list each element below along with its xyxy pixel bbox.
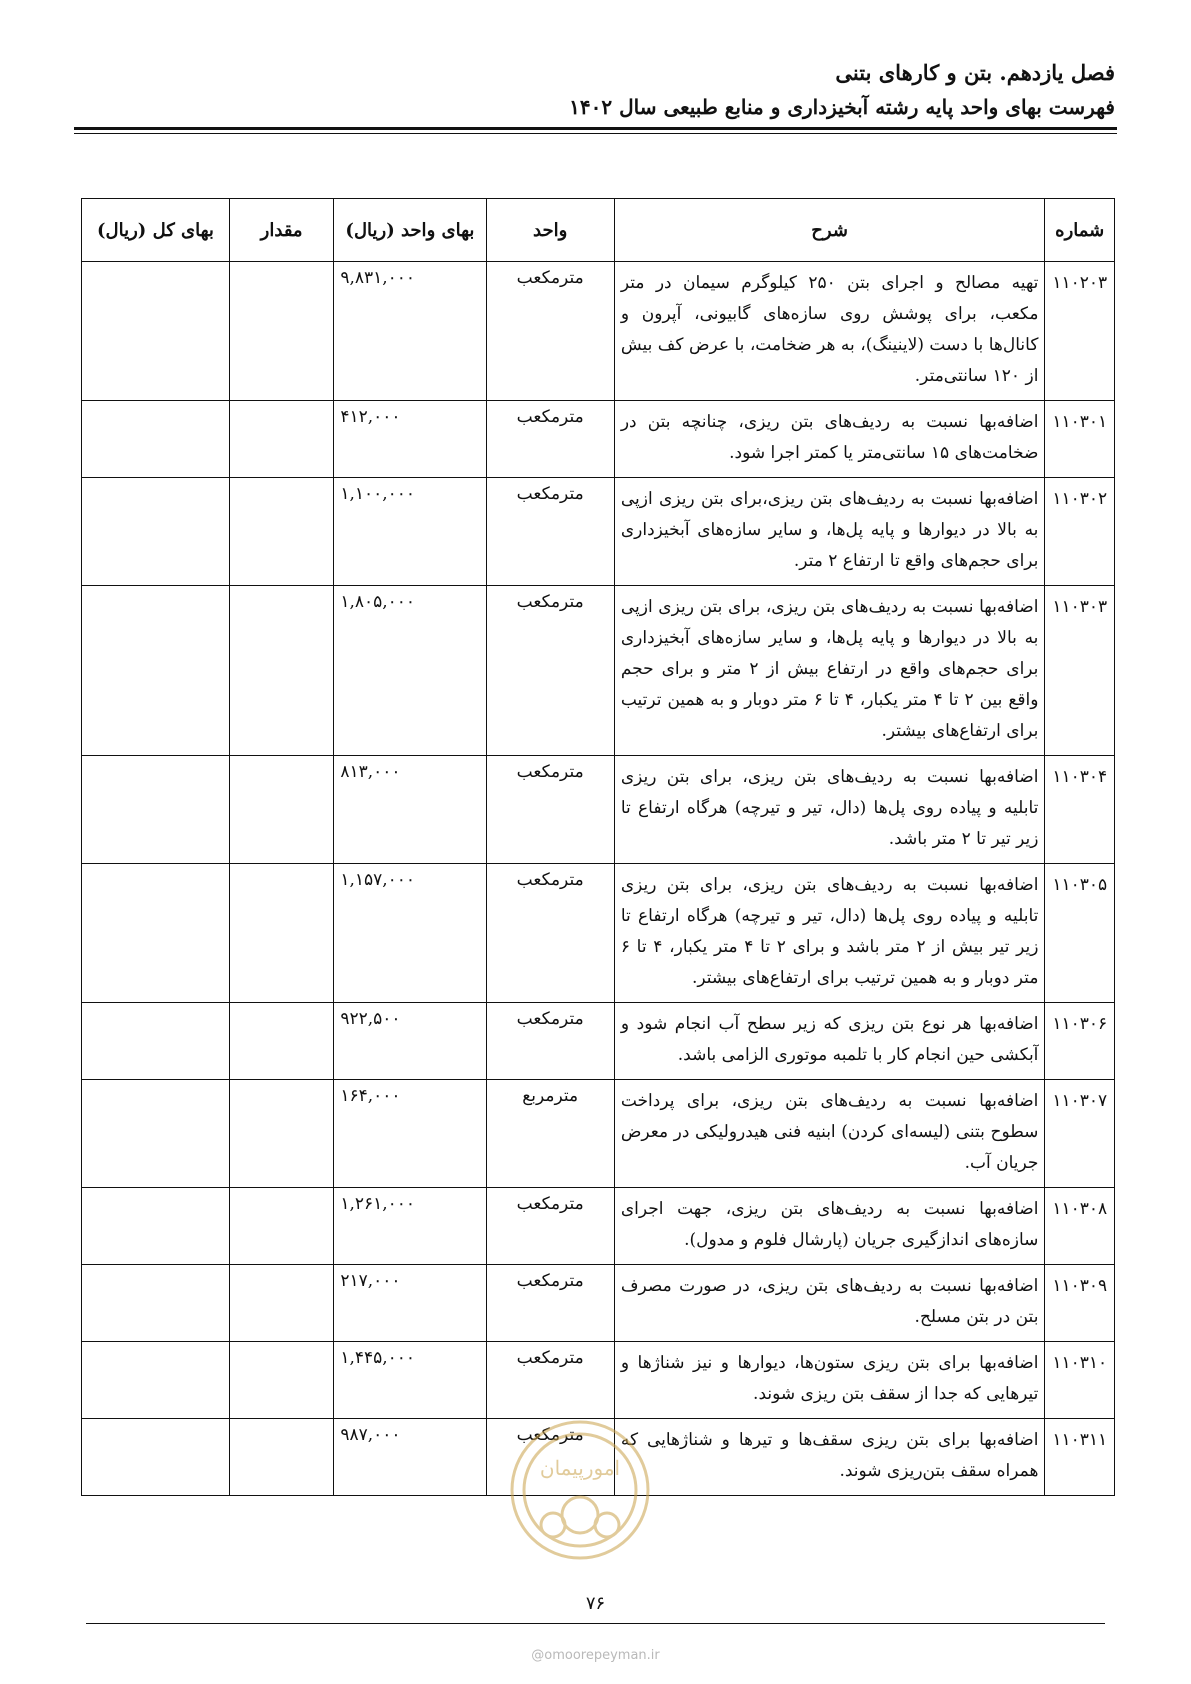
item-number: ۱۱۰۳۰۱ (1045, 401, 1115, 478)
item-unit: مترمکعب (486, 401, 614, 478)
col-header-unit-price: بهای واحد (ریال) (334, 199, 486, 262)
item-total-price (82, 401, 230, 478)
item-total-price (82, 1265, 230, 1342)
col-header-description: شرح (614, 199, 1045, 262)
item-description: اضافه‌بها هر نوع بتن ریزی که زیر سطح آب انجام شود و آبکشی حین انجام کار با تلمبه موتوری الزامی باشد. (614, 1003, 1045, 1080)
item-unit-price: ۴۱۲,۰۰۰ (334, 401, 486, 478)
item-unit: مترمکعب (486, 262, 614, 401)
header-rule-thin (74, 133, 1117, 134)
table-row (82, 1265, 1115, 1342)
item-total-price (82, 586, 230, 756)
item-unit: مترمربع (486, 1080, 614, 1188)
item-number: ۱۱۰۳۱۱ (1045, 1419, 1115, 1496)
item-unit-price: ۲۱۷,۰۰۰ (334, 1265, 486, 1342)
item-unit-price: ۱۶۴,۰۰۰ (334, 1080, 486, 1188)
item-number: ۱۱۰۳۰۷ (1045, 1080, 1115, 1188)
item-quantity (229, 1265, 333, 1342)
item-unit: مترمکعب (486, 756, 614, 864)
page-header (76, 56, 1115, 124)
item-unit-price: ۱,۴۴۵,۰۰۰ (334, 1342, 486, 1419)
item-quantity (229, 401, 333, 478)
item-description: اضافه‌بها نسبت به ردیف‌های بتن ریزی،برای بتن ریزی ازپی به بالا در دیوارها و پایه پل‌ها، و سایر سازه‌های آبخیزداری برای حجم‌های واقع تا ارتفاع ۲ متر. (614, 478, 1045, 586)
table-row (82, 1080, 1115, 1188)
table-header-row (82, 199, 1115, 262)
col-header-quantity: مقدار (229, 199, 333, 262)
item-description: اضافه‌بها نسبت به ردیف‌های بتن ریزی، چنانچه بتن در ضخامت‌های ۱۵ سانتی‌متر یا کمتر اجرا شود. (614, 401, 1045, 478)
table-row (82, 756, 1115, 864)
item-unit: مترمکعب (486, 1003, 614, 1080)
price-table (81, 198, 1115, 1496)
item-quantity (229, 478, 333, 586)
item-unit: مترمکعب (486, 1419, 614, 1496)
stamp-text: امورپیمان (539, 1456, 621, 1480)
item-unit-price: ۱,۱۵۷,۰۰۰ (334, 864, 486, 1003)
item-quantity (229, 1003, 333, 1080)
item-unit: مترمکعب (486, 1265, 614, 1342)
item-quantity (229, 864, 333, 1003)
item-number: ۱۱۰۳۰۲ (1045, 478, 1115, 586)
item-unit: مترمکعب (486, 1342, 614, 1419)
table-row (82, 262, 1115, 401)
item-description: اضافه‌بها نسبت به ردیف‌های بتن ریزی، در صورت مصرف بتن در بتن مسلح. (614, 1265, 1045, 1342)
table-row (82, 1003, 1115, 1080)
item-total-price (82, 1342, 230, 1419)
table-row (82, 864, 1115, 1003)
item-quantity (229, 756, 333, 864)
list-title: فهرست بهای واحد پایه رشته آبخیزداری و منابع طبیعی سال ۱۴۰۲ (569, 95, 1115, 119)
item-number: ۱۱۰۳۱۰ (1045, 1342, 1115, 1419)
chapter-title: فصل یازدهم. بتن و کارهای بتنی (835, 60, 1115, 85)
item-description: اضافه‌بها برای بتن ریزی ستون‌ها، دیوارها و نیز شناژها و تیرهایی که جدا از سقف بتن ریزی شوند. (614, 1342, 1045, 1419)
table-row (82, 1342, 1115, 1419)
item-number: ۱۱۰۳۰۶ (1045, 1003, 1115, 1080)
item-total-price (82, 756, 230, 864)
item-quantity (229, 1419, 333, 1496)
item-quantity (229, 262, 333, 401)
item-quantity (229, 586, 333, 756)
footer-rule (86, 1623, 1105, 1624)
item-total-price (82, 1419, 230, 1496)
col-header-number: شماره (1045, 199, 1115, 262)
item-total-price (82, 1003, 230, 1080)
item-unit-price: ۹,۸۳۱,۰۰۰ (334, 262, 486, 401)
table-row (82, 1188, 1115, 1265)
item-unit-price: ۱,۸۰۵,۰۰۰ (334, 586, 486, 756)
item-unit: مترمکعب (486, 478, 614, 586)
item-description: اضافه‌بها نسبت به ردیف‌های بتن ریزی، برای بتن ریزی ازپی به بالا در دیوارها و پایه پل‌ها، و سایر سازه‌های آبخیزداری برای حجم‌های واقع در ارتفاع بیش از ۲ متر و برای حجم واقع بین ۲ تا ۴ متر یکبار، ۴ تا ۶ متر دوبار و به همین ترتیب برای ارتفاع‌های بیشتر. (614, 586, 1045, 756)
item-quantity (229, 1080, 333, 1188)
table-row (82, 401, 1115, 478)
item-unit-price: ۱,۱۰۰,۰۰۰ (334, 478, 486, 586)
item-quantity (229, 1188, 333, 1265)
item-description: تهیه مصالح و اجرای بتن ۲۵۰ کیلوگرم سیمان در متر مکعب، برای پوشش روی سازه‌های گابیونی، آپرون و کانال‌ها با دست (لاینینگ)، به هر ضخامت، با عرض کف بیش از ۱۲۰ سانتی‌متر. (614, 262, 1045, 401)
table-row (82, 1419, 1115, 1496)
item-unit: مترمکعب (486, 1188, 614, 1265)
item-unit-price: ۱,۲۶۱,۰۰۰ (334, 1188, 486, 1265)
table-row (82, 478, 1115, 586)
item-total-price (82, 864, 230, 1003)
item-number: ۱۱۰۳۰۸ (1045, 1188, 1115, 1265)
item-total-price (82, 262, 230, 401)
col-header-unit: واحد (486, 199, 614, 262)
item-description: اضافه‌بها نسبت به ردیف‌های بتن ریزی، برای پرداخت سطوح بتنی (لیسه‌ای کردن) ابنیه فنی هیدرولیکی در معرض جریان آب. (614, 1080, 1045, 1188)
item-number: ۱۱۰۳۰۵ (1045, 864, 1115, 1003)
item-total-price (82, 478, 230, 586)
item-description: اضافه‌بها برای بتن ریزی سقف‌ها و تیرها و شناژهایی که همراه سقف بتن‌ریزی شوند. (614, 1419, 1045, 1496)
item-description: اضافه‌بها نسبت به ردیف‌های بتن ریزی، برای بتن ریزی تابلیه و پیاده روی پل‌ها (دال، تیر و تیرچه) هرگاه ارتفاع تا زیر تیر تا ۲ متر باشد. (614, 756, 1045, 864)
table-row (82, 586, 1115, 756)
item-total-price (82, 1080, 230, 1188)
item-total-price (82, 1188, 230, 1265)
item-number: ۱۱۰۳۰۴ (1045, 756, 1115, 864)
item-number: ۱۱۰۲۰۳ (1045, 262, 1115, 401)
item-unit-price: ۹۸۷,۰۰۰ (334, 1419, 486, 1496)
item-unit-price: ۹۲۲,۵۰۰ (334, 1003, 486, 1080)
item-number: ۱۱۰۳۰۹ (1045, 1265, 1115, 1342)
item-unit-price: ۸۱۳,۰۰۰ (334, 756, 486, 864)
item-description: اضافه‌بها نسبت به ردیف‌های بتن ریزی، برای بتن ریزی تابلیه و پیاده روی پل‌ها (دال، تیر و تیرچه) هرگاه ارتفاع تا زیر تیر بیش از ۲ متر باشد و برای ۲ تا ۴ متر یکبار، ۴ تا ۶ متر دوبار و به همین ترتیب برای ارتفاع‌های بیشتر. (614, 864, 1045, 1003)
header-rule-thick (74, 127, 1117, 130)
page-number: ۷۶ (585, 1593, 606, 1614)
item-quantity (229, 1342, 333, 1419)
item-unit: مترمکعب (486, 864, 614, 1003)
item-description: اضافه‌بها نسبت به ردیف‌های بتن ریزی، جهت اجرای سازه‌های اندازگیری جریان (پارشال فلوم و مدول). (614, 1188, 1045, 1265)
col-header-total-price: بهای کل (ریال) (82, 199, 230, 262)
item-unit: مترمکعب (486, 586, 614, 756)
watermark-url: @omoorepeyman.ir (531, 1648, 660, 1663)
item-number: ۱۱۰۳۰۳ (1045, 586, 1115, 756)
